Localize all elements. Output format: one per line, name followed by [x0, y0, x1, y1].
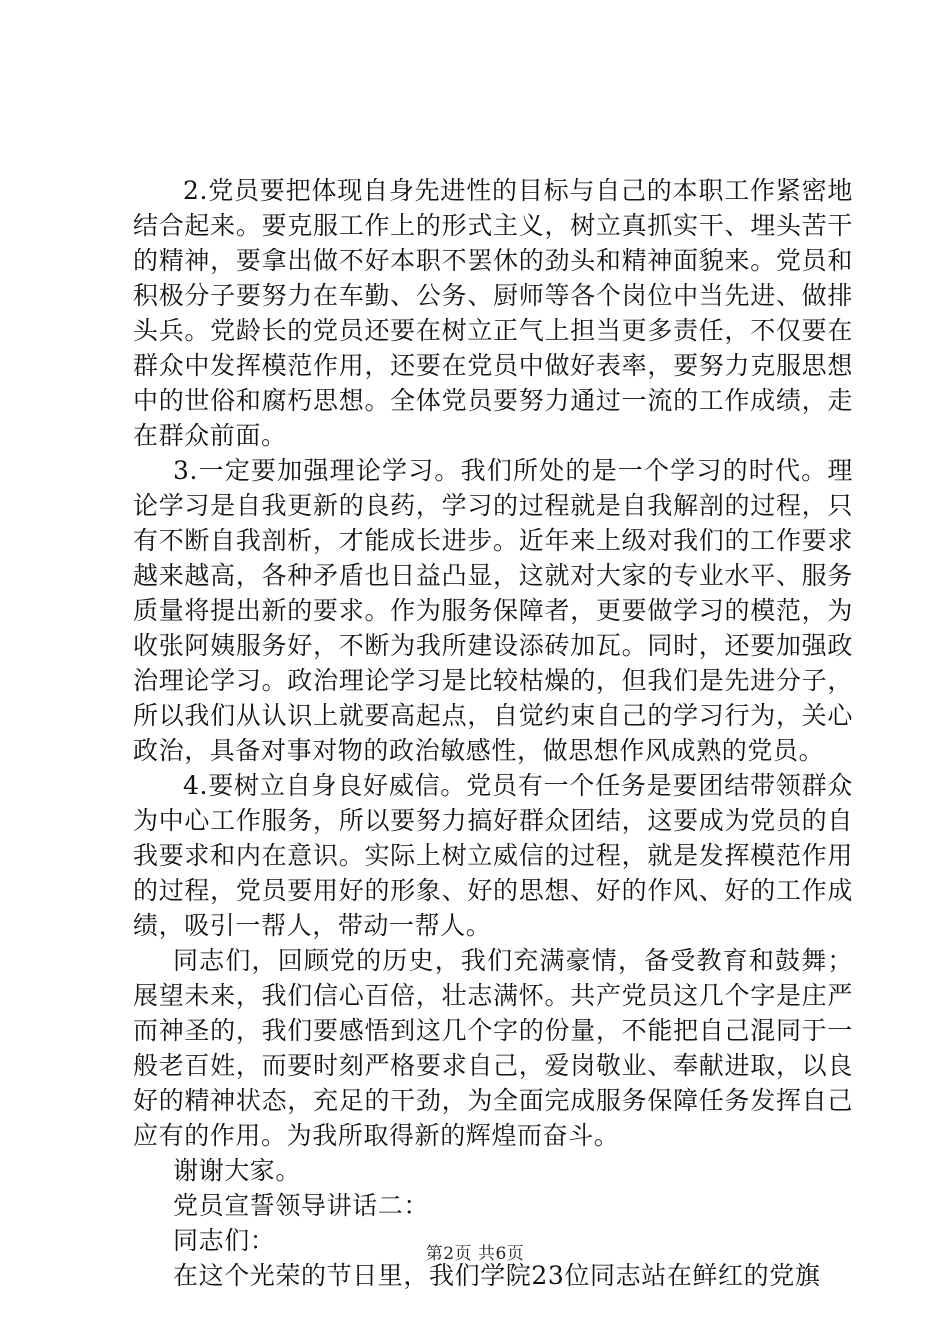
paragraph-closing: 同志们，回顾党的历史，我们充满豪情，备受教育和鼓舞；展望未来，我们信心百倍，壮志满怀。共产党员这几个字是庄严而神圣的，我们要感悟到这几个字的份量，不能把自己混同于一般老百姓，而要时刻严格要求自己，爱岗敬业、奉献进取，以良好的精神状态，充足的干劲，为全面完成服务保障任务发挥自己应有的作用。为我所取得新的辉煌而奋斗。	[133, 946, 853, 1150]
paragraph-point-4: 4.要树立自身良好威信。党员有一个任务是要团结带领群众为中心工作服务，所以要努力搞好群众团结，这要成为党员的自我要求和内在意识。实际上树立威信的过程，就是发挥模范作用的过程，党员要用好的形象、好的思想、好的作风、好的工作成绩，吸引一帮人，带动一帮人。	[133, 771, 853, 940]
paragraph-speech-two-opening: 在这个光荣的节日里，我们学院23位同志站在鲜红的党旗	[173, 1261, 821, 1290]
document-body	[133, 173, 853, 1293]
paragraph-point-2: 2.党员要把体现自身先进性的目标与自己的本职工作紧密地结合起来。要克服工作上的形式主义，树立真抓实干、埋头苦干的精神，要拿出做不好本职不罢休的劲头和精神面貌来。党员和积极分子要努力在车勤、公务、厨师等各个岗位中当先进、做排头兵。党龄长的党员还要在树立正气上担当更多责任，不仅要在群众中发挥模范作用，还要在党员中做好表率，要努力克服思想中的世俗和腐朽思想。全体党员要努力通过一流的工作成绩，走在群众前面。	[133, 176, 853, 450]
paragraph-point-3: 3.一定要加强理论学习。我们所处的是一个学习的时代。理论学习是自我更新的良药，学习的过程就是自我解剖的过程，只有不断自我剖析，才能成长进步。近年来上级对我们的工作要求越来越高，各种矛盾也日益凸显，这就对大家的专业水平、服务质量将提出新的要求。作为服务保障者，更要做学习的模范，为收张阿姨服务好，不断为我所建设添砖加瓦。同时，还要加强政治理论学习。政治理论学习是比较枯燥的，但我们是先进分子，所以我们从认识上就要高起点，自觉约束自己的学习行为，关心政治，具备对事对物的政治敏感性，做思想作风成熟的党员。	[133, 456, 853, 765]
page-footer: 第2页 共6页	[425, 1244, 525, 1264]
paragraph-thanks: 谢谢大家。	[173, 1156, 302, 1185]
paragraph-salutation: 同志们：	[173, 1226, 276, 1255]
section-heading-speech-two: 党员宣誓领导讲话二：	[173, 1191, 430, 1220]
